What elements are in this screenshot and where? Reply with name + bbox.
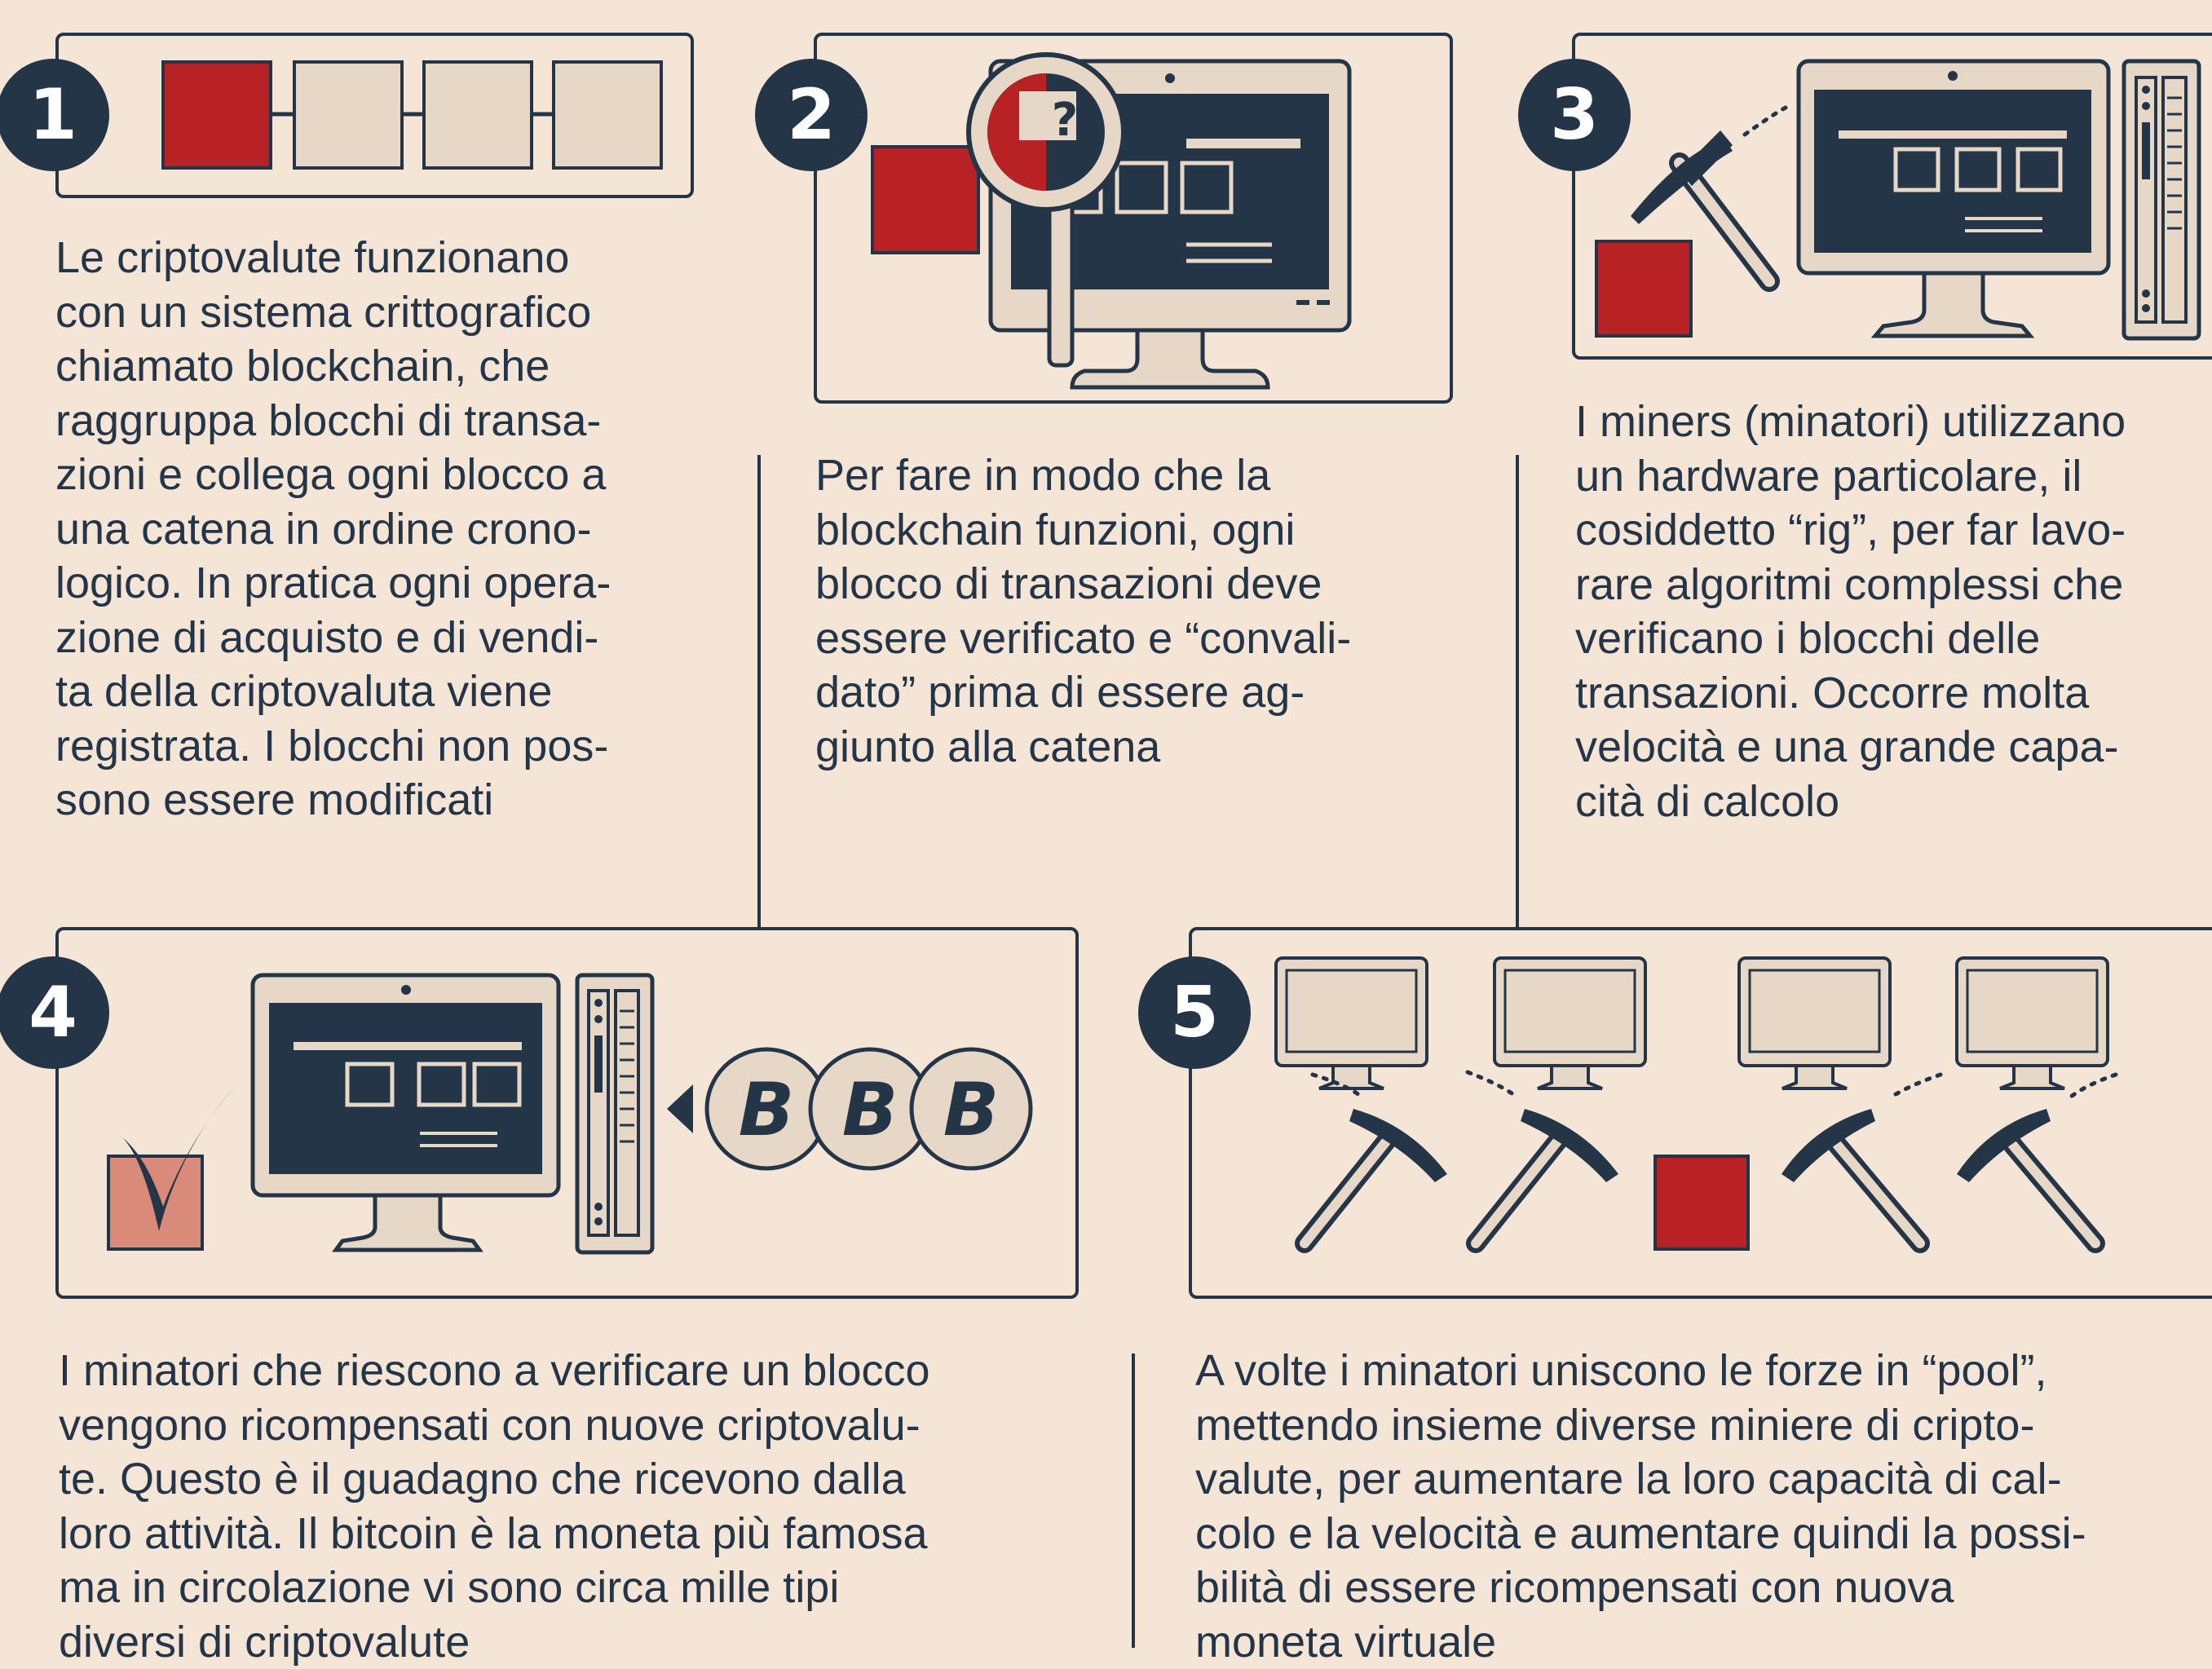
pickaxe-icon bbox=[1476, 1109, 1618, 1243]
svg-text:B: B bbox=[738, 1067, 795, 1153]
pickaxe-icon bbox=[1957, 1109, 2095, 1243]
step-4-number-badge: 4 bbox=[0, 956, 109, 1069]
svg-text:B: B bbox=[943, 1067, 1000, 1153]
monitor-icon bbox=[1495, 958, 1645, 1088]
step-1-text: Le criptovalute funzionano con un sistema crittografico chiamato blockchain, che raggruppa blocchi di transa- zioni e collega ogni blocco a una catena in ordine crono- logico. In pratica ogni opera- zione di acquisto e di vendi- ta della criptovaluta viene registrata. I blocchi non pos- sono essere modificati bbox=[55, 233, 612, 824]
step-2-number-badge: 2 bbox=[755, 59, 868, 171]
step-2-text: Per fare in modo che la blockchain funzioni, ogni blocco di transazioni deve essere verificato e “convali- dato” prima di essere ag- giunto alla catena bbox=[815, 451, 1352, 771]
step-3-text: I miners (minatori) utilizzano un hardware particolare, il cosiddetto “rig”, per far lavo- rare algoritmi complessi che verificano i blocchi delle transazioni. Occorre molta velocità e una grande capa- cità di calcolo bbox=[1575, 397, 2126, 826]
svg-text:B: B bbox=[841, 1067, 898, 1153]
monitor-icon bbox=[1957, 958, 2108, 1088]
pickaxe-icon bbox=[1305, 1109, 1447, 1243]
red-block-icon bbox=[1655, 1156, 1748, 1249]
pickaxe-icon bbox=[1782, 1109, 1920, 1243]
step-4-text: I minatori che riescono a verificare un blocco vengono ricompensati con nuove criptovalu- te. Questo è il guadagno che ricevono dalla loro attività. Il bitcoin è la moneta più famosa ma in circolazione vi sono circa mille tipi diversi di criptovalute bbox=[59, 1346, 930, 1667]
question-mark-icon: ? bbox=[1051, 94, 1079, 147]
step-5-text: A volte i minatori uniscono le forze in “pool”, mettendo insieme diverse miniere di cripto- valute, per aumentare la loro capacità di cal- colo e la velocità e aumentare quindi la possi- bilità di essere ricompensati con nuova moneta virtuale bbox=[1195, 1346, 2086, 1667]
step-5-number-badge: 5 bbox=[1138, 956, 1251, 1069]
monitor-icon bbox=[1276, 958, 1427, 1088]
step-1-number-badge: 1 bbox=[0, 59, 109, 171]
step-3-number-badge: 3 bbox=[1518, 59, 1631, 171]
divider-line bbox=[1132, 1353, 1135, 1648]
monitor-icon bbox=[1739, 958, 1890, 1088]
